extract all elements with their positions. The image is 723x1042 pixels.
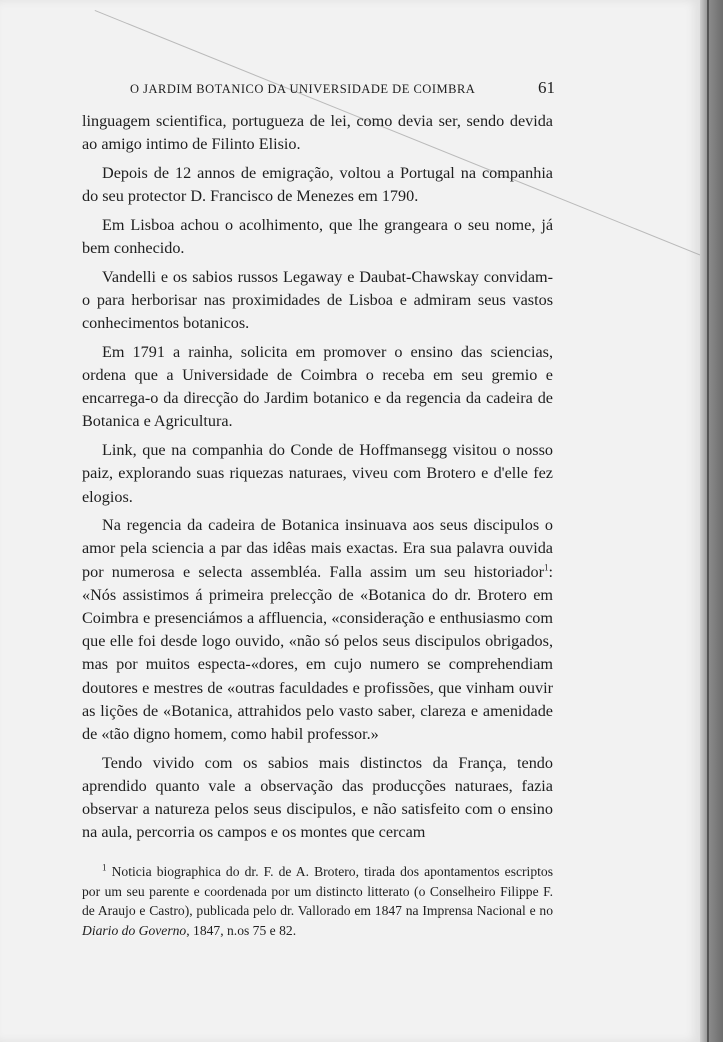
footnote-text-end: , 1847, n.os 75 e 82.: [186, 922, 297, 938]
page-number: 61: [538, 78, 555, 97]
edge-line: [707, 0, 709, 1042]
quotation-text: : «Nós assistimos á primeira prelecção de «Botanica do dr. Brotero em Coimbra e presenciámos a affluencia, «consideração e enthusiasmo com que elle foi desde logo ouvido, «não só pelos seus discipulos obrigados, mas por muitos especta-«dores, em cujo numero se comprehendiam doutores e mestres de «outras faculdades e profissões, que vinham ouvir as lições de «Botanica, attrahidos pelo vasto saber, clareza e amenidade de «tão digno homem, como habil professor.»: [82, 562, 553, 744]
footnote-ref: 1: [544, 562, 549, 573]
paragraph-2: Depois de 12 annos de emigração, voltou a Portugal na companhia do seu protector D. Francisco de Menezes em 1790.: [82, 163, 553, 206]
book-spine-edge: [700, 0, 723, 1042]
body-text: [82, 110, 553, 845]
footnote-text: Noticia biographica do dr. F. de A. Brotero, tirada dos apontamentos escriptos por um seu parente e coordenada por um distincto litterato (o Conselheiro Filippe F. de Araujo e Castro), publicada pelo dr. Vallorado em 1847 na Imprensa Nacional e no: [82, 864, 553, 918]
paragraph-3: Em Lisboa achou o acolhimento, que lhe grangeara o seu nome, já bem conhecido.: [82, 215, 553, 258]
running-title: O JARDIM BOTANICO DA UNIVERSIDADE DE COIMBRA: [130, 82, 476, 96]
paragraph-7-text: Na regencia da cadeira de Botanica insinuava aos seus discipulos o amor pela sciencia a par das idêas mais exactas. Era sua palavra ouvida por numerosa e selecta assembléa. Falla assim um seu historiador: [82, 516, 553, 581]
footnote-italic-title: Diario do Governo: [82, 922, 187, 938]
paragraph-1: linguagem scientifica, portugueza de lei, como devia ser, sendo devida ao amigo intimo de Filinto Elisio.: [82, 112, 553, 154]
running-header: [130, 78, 555, 98]
paragraph-8: Tendo vivido com os sabios mais distinctos da França, tendo aprendido quanto vale a observação das producções naturaes, fazia observar a natureza pelos seus discipulos, e não satisfeito com o ensino na aula, percorria os campos e os montes que cercam: [82, 753, 553, 842]
paragraph-5: Em 1791 a rainha, solicita em promover o ensino das sciencias, ordena que a Universidade de Coimbra o receba em seu gremio e encarrega-o da direcção do Jardim botanico e da regencia da cadeira de Botanica e Agricultura.: [82, 342, 553, 431]
paragraph-7: [82, 514, 553, 746]
footnote-1: [82, 862, 553, 940]
footnote-marker: 1: [102, 862, 107, 873]
footnote-section: [82, 862, 553, 940]
paragraph-4: Vandelli e os sabios russos Legaway e Daubat-Chawskay convidam-o para herborisar nas proximidades de Lisboa e admiram seus vastos conhecimentos botanicos.: [82, 267, 553, 333]
paragraph-6: Link, que na companhia do Conde de Hoffmansegg visitou o nosso paiz, explorando suas riquezas naturaes, viveu com Brotero e d'elle fez elogios.: [82, 441, 553, 506]
